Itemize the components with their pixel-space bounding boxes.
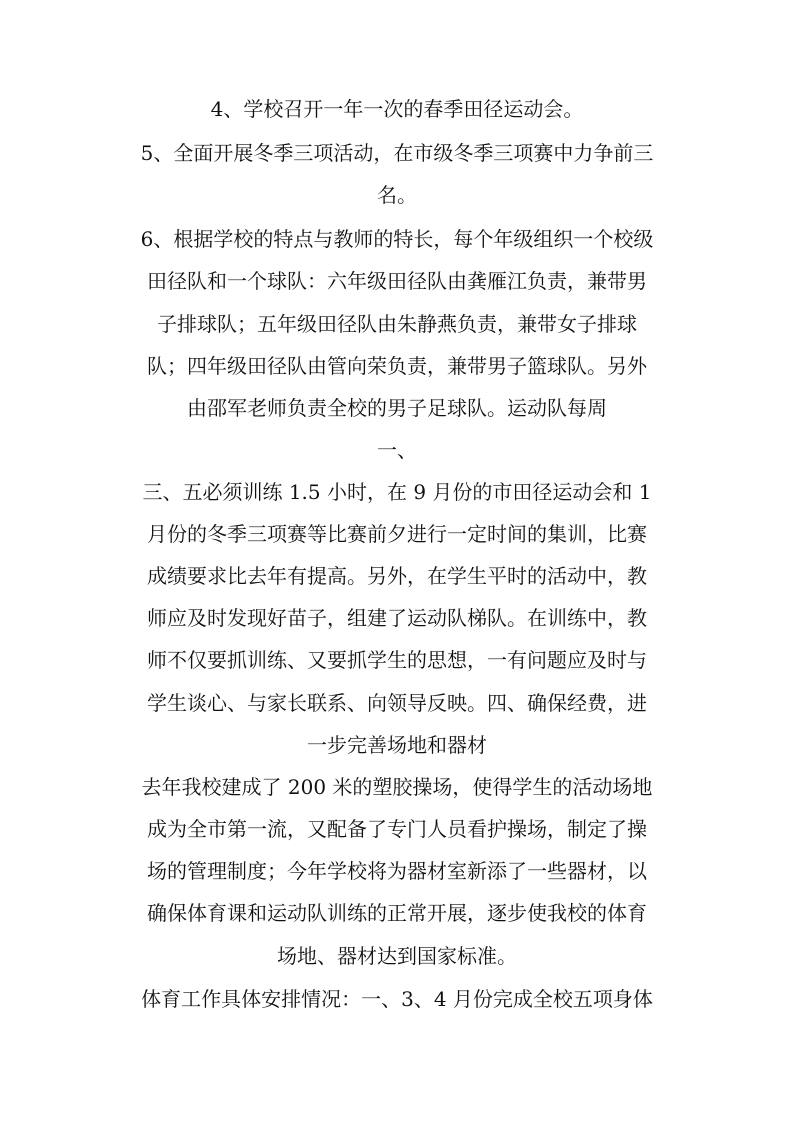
text-line: 田径队和一个球队：六年级田径队由龚雁江负责，兼带男: [147, 269, 647, 293]
text-line: 6、根据学校的特点与教师的特长，每个年级组织一个校级: [140, 227, 654, 251]
text-line: 确保体育课和运动队训练的正常开展，逐步使我校的体育: [147, 901, 647, 925]
text-line: 月份的冬季三项赛等比赛前夕进行一定时间的集训，比赛: [147, 522, 647, 546]
text-line: 师应及时发现好苗子，组建了运动队梯队。在训练中，教: [147, 606, 647, 630]
text-line: 名。: [377, 183, 417, 207]
text-line: 三、五必须训练 1.5 小时，在 9 月份的市田径运动会和 1: [142, 480, 652, 504]
text-line: 学生谈心、与家长联系、向领导反映。四、确保经费，进: [147, 691, 647, 715]
text-line: 4、学校召开一年一次的春季田径运动会。: [210, 97, 584, 121]
text-line: 一、: [377, 438, 417, 462]
text-line: 场地、器材达到国家标准。: [277, 944, 517, 968]
text-line: 场的管理制度；今年学校将为器材室新添了一些器材，以: [147, 859, 647, 883]
text-line: 师不仅要抓训练、又要抓学生的思想，一有问题应及时与: [147, 648, 647, 672]
text-line: 去年我校建成了 200 米的塑胶操场，使得学生的活动场地: [141, 775, 653, 799]
text-line: 子排球队；五年级田径队由朱静燕负责，兼带女子排球: [157, 312, 637, 336]
text-line: 由邵军老师负责全校的男子足球队。运动队每周: [187, 396, 607, 420]
text-line: 一步完善场地和器材: [307, 733, 487, 757]
text-line: 体育工作具体安排情况：一、3、4 月份完成全校五项身体: [141, 987, 653, 1011]
text-line: 成绩要求比去年有提高。另外，在学生平时的活动中，教: [147, 564, 647, 588]
text-line: 5、全面开展冬季三项活动，在市级冬季三项赛中力争前三: [140, 141, 654, 165]
text-line: 队；四年级田径队由管向荣负责，兼带男子篮球队。另外: [147, 354, 647, 378]
text-line: 成为全市第一流，又配备了专门人员看护操场，制定了操: [147, 817, 647, 841]
